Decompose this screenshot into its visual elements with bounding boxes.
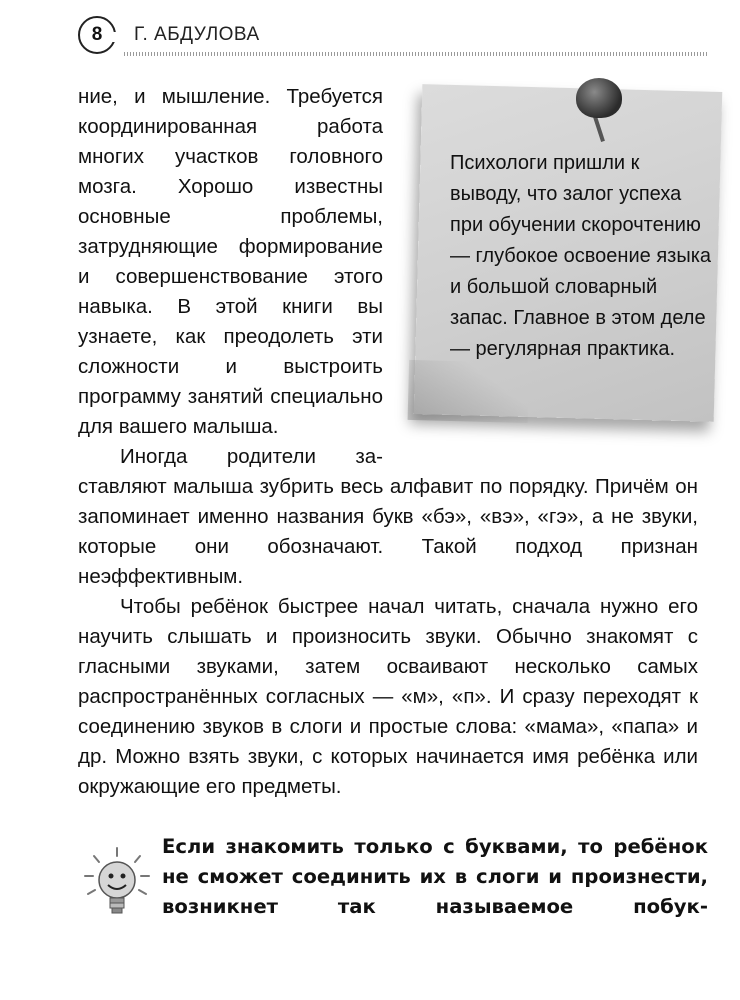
pushpin-icon [576,78,622,118]
sticky-note-text: Психологи пришли к выводу, что залог успеха при обучении скорочтению — глубокое освоение языка и большой словарный запас. Главное в этом деле — регулярная практика. [450,152,712,360]
tip-block [78,832,708,942]
page-number-badge [78,16,116,54]
paragraph: Чтобы ребёнок быстрее начал читать, сначала нужно его научить слышать и произносить звуки. Обычно знакомят с гласными звуками, затем осваивают несколько самых распространённых согласных — «м», «п». И сразу переходят к соединению звуков в слоги и простые слова: «мама», «папа» и др. Можно взять звуки, с которых начинается имя ребёнка или окружающие его предметы. [78,595,698,798]
paragraph-start: Иногда родители за- [120,445,383,468]
page-header [78,14,708,60]
tip-text: Если знакомить только с буквами, то ребёнок не сможет соединить их в слоги и произнести, возникнет так называемое побук- [162,835,708,918]
header-divider [124,52,708,56]
page-number: 8 [91,24,103,45]
paragraph: ставляют малыша зубрить весь алфавит по порядку. Причём он запоминает именно названия букв «бэ», «вэ», «гэ», а не звуки, которые они обозначают. Такой подход признан неэффективным. [78,475,698,588]
lightbulb-smiley-icon [82,846,152,926]
main-text [78,472,698,802]
left-column-text [78,82,383,472]
paragraph: ние, и мышление. Требуется координированная работа многих участков головного мозга. Хорошо известны основные проблемы, затрудняющие формирование и совершенствование этого навыка. В этой книги вы узнаете, как преодолеть эти сложности и выстроить программу занятий специально для вашего малыша. [78,85,383,438]
author-name: Г. АБДУЛОВА [134,24,260,45]
